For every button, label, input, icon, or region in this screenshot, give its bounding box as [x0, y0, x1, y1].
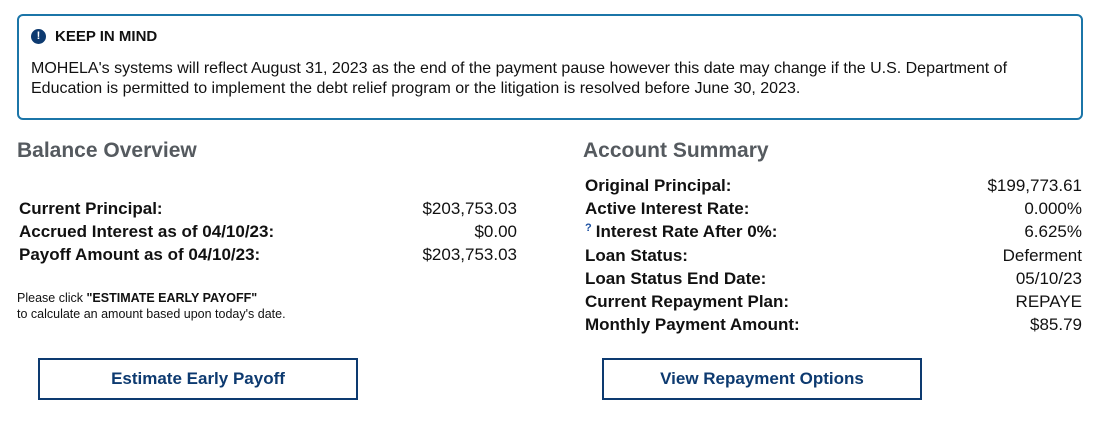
summary-label: Monthly Payment Amount:	[585, 315, 800, 335]
summary-row-original-principal	[585, 176, 1082, 199]
balance-row-accrued-interest	[19, 222, 517, 245]
exclamation-icon: !	[31, 29, 46, 44]
summary-row-interest-rate-after	[585, 222, 1082, 245]
balance-label: Payoff Amount as of 04/10/23:	[19, 245, 261, 265]
notice-text: MOHELA's systems will reflect August 31, 2023 as the end of the payment pause however this date may change if the U.S. Department of Education is permitted to implement the debt relief program or the litigation is resolved before June 30, 2023.	[31, 60, 1008, 97]
keep-in-mind-notice	[17, 14, 1083, 120]
note-emphasis: "ESTIMATE EARLY PAYOFF"	[86, 291, 258, 305]
summary-row-repayment-plan	[585, 292, 1082, 315]
help-icon[interactable]: ?	[585, 222, 592, 235]
summary-value: 6.625%	[1024, 222, 1082, 242]
summary-label: Original Principal:	[585, 176, 732, 195]
summary-value: 0.000%	[1024, 199, 1082, 219]
summary-row-active-interest-rate	[585, 199, 1082, 222]
summary-value: $85.79	[1030, 315, 1082, 335]
summary-row-loan-status	[585, 246, 1082, 269]
notice-header	[31, 28, 157, 45]
summary-label: Interest Rate After 0%:	[595, 222, 778, 242]
notice-title: KEEP IN MIND	[55, 28, 158, 45]
balance-overview-list	[19, 199, 517, 269]
summary-label: Loan Status End Date:	[585, 268, 767, 288]
balance-label: Current Principal:	[19, 199, 163, 218]
summary-label: Loan Status:	[585, 245, 688, 265]
balance-row-current-principal	[19, 199, 517, 222]
summary-value: $199,773.61	[987, 176, 1082, 195]
account-summary-title: Account Summary	[583, 139, 769, 162]
note-suffix: to calculate an amount based upon today's date.	[17, 307, 286, 321]
view-repayment-options-button[interactable]: View Repayment Options	[602, 358, 922, 400]
summary-row-loan-status-end-date	[585, 269, 1082, 292]
summary-label: Active Interest Rate:	[585, 199, 750, 219]
balance-row-payoff-amount	[19, 245, 517, 268]
summary-value: 05/10/23	[1015, 268, 1082, 288]
summary-row-monthly-payment	[585, 315, 1082, 338]
summary-value: REPAYE	[1015, 291, 1082, 311]
summary-label-with-help	[585, 222, 777, 242]
balance-label: Accrued Interest as of 04/10/23:	[19, 222, 275, 242]
balance-value: $0.00	[474, 222, 517, 242]
summary-value: Deferment	[1002, 245, 1082, 265]
balance-value: $203,753.03	[422, 199, 517, 218]
account-summary-list	[585, 176, 1082, 338]
summary-label: Current Repayment Plan:	[585, 291, 790, 311]
estimate-payoff-note	[17, 290, 286, 322]
note-prefix: Please click	[17, 291, 87, 305]
balance-overview-title: Balance Overview	[17, 139, 197, 162]
estimate-early-payoff-button[interactable]: Estimate Early Payoff	[38, 358, 358, 400]
balance-value: $203,753.03	[422, 245, 517, 265]
